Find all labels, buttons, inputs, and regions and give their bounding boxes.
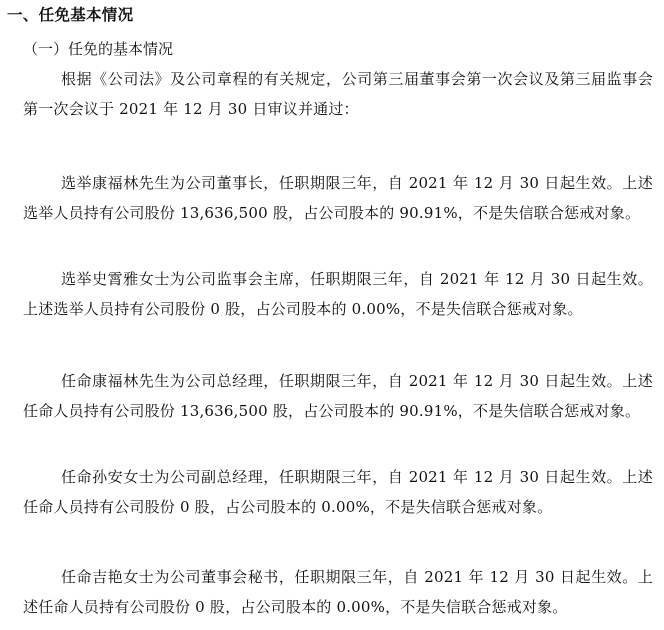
appointment-paragraph-deputy-general-manager: 任命孙安女士为公司副总经理，任职期限三年，自 2021 年 12 月 30 日起生效。上述任命人员持有公司股份 0 股，占公司股本的 0.00%，不是失信联合惩戒对象。	[23, 468, 653, 516]
appointment-paragraph-supervisor-chair: 选举史霄雅女士为公司监事会主席，任职期限三年，自 2021 年 12 月 30 日起生效。上述选举人员持有公司股份 0 股，占公司股本的 0.00%，不是失信联合惩戒对象。	[23, 270, 653, 318]
appointment-paragraph-board-secretary: 任命吉艳女士为公司董事会秘书，任职期限三年，自 2021 年 12 月 30 日起生效。上述任命人员持有公司股份 0 股，占公司股本的 0.00%，不是失信联合惩戒对象。	[23, 568, 653, 616]
appointment-paragraph-chairman: 选举康福林先生为公司董事长，任职期限三年，自 2021 年 12 月 30 日起生效。上述选举人员持有公司股份 13,636,500 股，占公司股本的 90.91%，不是失信联合惩戒对象。	[23, 174, 653, 222]
intro-paragraph: 根据《公司法》及公司章程的有关规定，公司第三届董事会第一次会议及第三届监事会第一次会议于 2021 年 12 月 30 日审议并通过：	[23, 70, 653, 118]
section-heading: 一、任免基本情况	[7, 6, 134, 24]
subsection-heading: （一）任免的基本情况	[23, 40, 174, 58]
appointment-paragraph-general-manager: 任命康福林先生为公司总经理，任职期限三年，自 2021 年 12 月 30 日起生效。上述任命人员持有公司股份 13,636,500 股，占公司股本的 90.91%，不是失信联合惩戒对象。	[23, 372, 653, 420]
